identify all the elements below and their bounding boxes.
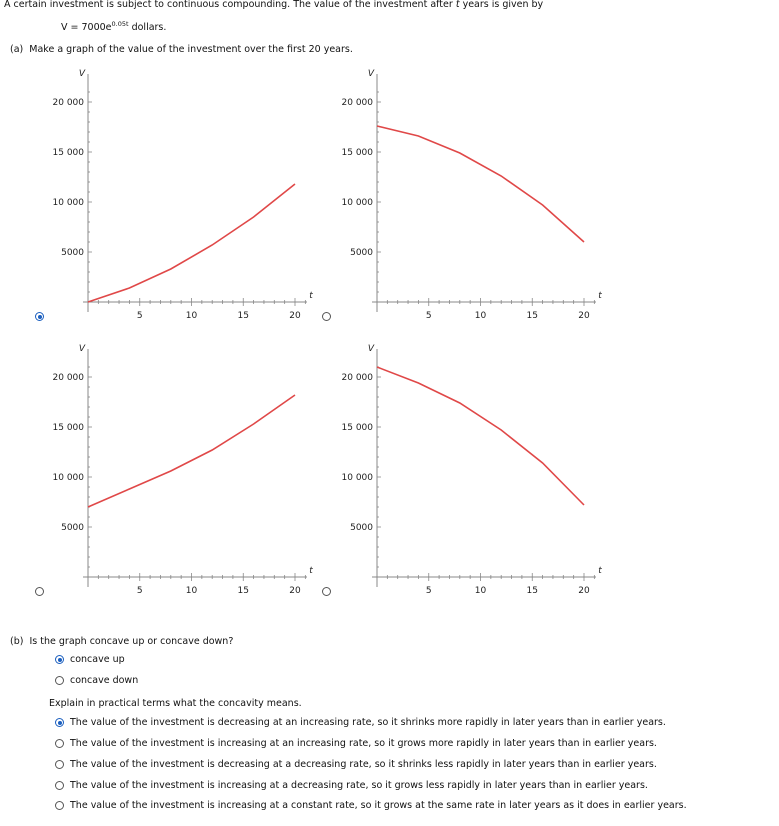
chart-svg <box>0 335 313 597</box>
x-tick-label: 5 <box>136 311 143 321</box>
y-tick-label: 5000 <box>61 248 84 258</box>
part-b-question: Is the graph concave up or concave down? <box>29 636 234 647</box>
value-curve <box>377 126 584 242</box>
meaning-option-4-radio[interactable] <box>55 781 64 790</box>
meaning-option-2-label[interactable]: The value of the investment is increasing at an increasing rate, so it grows more rapidly in later years than in earlier years. <box>70 738 657 749</box>
part-a-prompt <box>10 44 353 55</box>
chart-svg <box>289 60 602 322</box>
x-tick-label: 5 <box>136 586 143 596</box>
chart-svg <box>289 335 602 597</box>
part-a-question: Make a graph of the value of the investment over the first 20 years. <box>29 44 353 55</box>
part-a-label: (a) <box>10 44 24 55</box>
x-tick-label: 20 <box>289 586 301 596</box>
y-axis-label: V <box>78 344 86 354</box>
formula <box>61 20 166 33</box>
y-tick-label: 15 000 <box>341 423 373 433</box>
x-tick-label: 15 <box>237 586 249 596</box>
formula-exponent: 0.05t <box>111 20 129 28</box>
y-tick-label: 5000 <box>350 248 373 258</box>
graph-option-1 <box>0 60 313 322</box>
meaning-option-3-radio[interactable] <box>55 760 64 769</box>
y-tick-label: 20 000 <box>341 373 373 383</box>
y-tick-label: 10 000 <box>341 473 373 483</box>
y-tick-label: 5000 <box>350 523 373 533</box>
meaning-option-1-radio[interactable] <box>55 718 64 727</box>
meaning-option-5-radio[interactable] <box>55 801 64 810</box>
x-tick-label: 5 <box>425 586 432 596</box>
x-tick-label: 5 <box>425 311 432 321</box>
graph-option-2 <box>289 60 602 322</box>
intro-variable: t <box>455 0 460 10</box>
x-tick-label: 15 <box>237 311 249 321</box>
y-tick-label: 20 000 <box>52 373 84 383</box>
x-tick-label: 20 <box>289 311 301 321</box>
y-axis-label: V <box>367 344 375 354</box>
x-tick-label: 20 <box>578 311 590 321</box>
value-curve <box>377 367 584 505</box>
x-tick-label: 20 <box>578 586 590 596</box>
meaning-option-2-radio[interactable] <box>55 739 64 748</box>
y-axis-label: V <box>367 69 375 79</box>
x-tick-label: 10 <box>185 586 198 596</box>
y-tick-label: 10 000 <box>341 198 373 208</box>
y-tick-label: 15 000 <box>341 148 373 158</box>
value-curve <box>88 395 295 507</box>
x-axis-label: t <box>309 291 313 301</box>
chart-svg <box>0 60 313 322</box>
x-tick-label: 10 <box>474 586 487 596</box>
meaning-option-1-label[interactable]: The value of the investment is decreasing at an increasing rate, so it shrinks more rapidly in later years than in earlier years. <box>70 717 666 728</box>
meaning-option-3-label[interactable]: The value of the investment is decreasing at a decreasing rate, so it shrinks less rapidly in later years than in earlier years. <box>70 759 657 770</box>
part-b-label: (b) <box>10 636 24 647</box>
problem-intro <box>4 0 543 10</box>
x-axis-label: t <box>598 566 602 576</box>
value-curve <box>88 184 295 302</box>
x-tick-label: 15 <box>526 586 538 596</box>
y-tick-label: 10 000 <box>52 198 84 208</box>
explain-prompt: Explain in practical terms what the concavity means. <box>49 698 302 709</box>
graph-option-3 <box>0 335 313 597</box>
meaning-option-4-label[interactable]: The value of the investment is increasing at a decreasing rate, so it grows less rapidly in later years than in earlier years. <box>70 780 648 791</box>
y-tick-label: 20 000 <box>341 98 373 108</box>
concave-down-radio[interactable] <box>55 676 64 685</box>
intro-text-after: years is given by <box>459 0 544 10</box>
formula-unit: dollars. <box>128 22 167 33</box>
y-tick-label: 15 000 <box>52 148 84 158</box>
formula-lhs: V = 7000e <box>61 22 112 33</box>
x-axis-label: t <box>598 291 602 301</box>
y-tick-label: 5000 <box>61 523 84 533</box>
meaning-option-5-label[interactable]: The value of the investment is increasing at a constant rate, so it grows at the same rate in later years as it does in earlier years. <box>70 800 687 811</box>
part-b-prompt <box>10 636 233 647</box>
y-axis-label: V <box>78 69 86 79</box>
concave-down-label[interactable]: concave down <box>70 675 139 686</box>
concave-up-radio[interactable] <box>55 655 64 664</box>
intro-text-before: A certain investment is subject to continuous compounding. The value of the investment after <box>4 0 456 10</box>
concave-up-label[interactable]: concave up <box>70 654 125 665</box>
x-tick-label: 15 <box>526 311 538 321</box>
y-tick-label: 20 000 <box>52 98 84 108</box>
y-tick-label: 10 000 <box>52 473 84 483</box>
x-axis-label: t <box>309 566 313 576</box>
x-tick-label: 10 <box>185 311 198 321</box>
graph-option-4 <box>289 335 602 597</box>
y-tick-label: 15 000 <box>52 423 84 433</box>
x-tick-label: 10 <box>474 311 487 321</box>
